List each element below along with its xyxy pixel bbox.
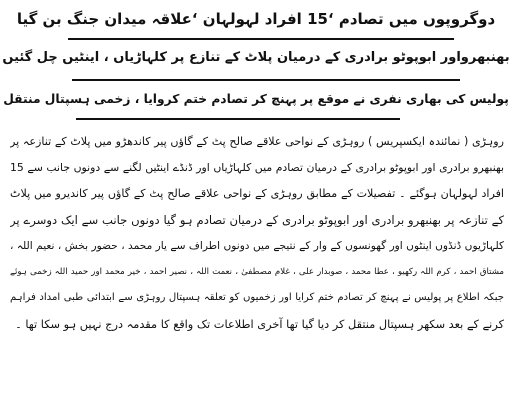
body-line: کے تنازعہ پر بھنبھرو برادری اور ابوپوٹو برادری کے درمیان تصادم ہو گیا دونوں جانب سے ایک دوسرے پر [10, 213, 504, 227]
sub-headline-underline [72, 79, 460, 81]
body-line: جبکہ اطلاع پر پولیس نے پہنچ کر تصادم ختم کرایا اور زخمیوں کو تعلقہ ہسپتال روہڑی سے ابتدائی طبی امداد فراہم [10, 292, 504, 303]
headline-underline [68, 38, 454, 40]
article-body [10, 129, 504, 337]
sub-headline: بھنبھرواور ابوپوٹو برادری کے درمیان پلاٹ کے تنازع پر کلہاڑیاں ، اینٹیں چل گئیں [2, 50, 510, 65]
sub-headline-second-underline [76, 118, 400, 120]
main-headline: دوگروپوں میں تصادم ‘15 افراد لہولہان ‘علاقہ میدان جنگ بن گیا [16, 10, 496, 28]
body-line: بھنبھرو برادری اور ابوپوٹو برادری کے درمیان تصادم میں کلہاڑیاں اور ڈنڈے اینٹیں لگنے سے دونوں جانب سے 15 [10, 161, 504, 174]
body-line: کلہاڑیوں ڈنڈوں اینٹوں اور گھونسوں کے وار کے نتیجے میں دونوں اطراف سے یار محمد ، حضور بخش ، نعیم اللہ ، [10, 240, 504, 252]
body-line: کرنے کے بعد سکھر ہسپتال منتقل کر دیا گیا تھا آخری اطلاعات تک واقع کا مقدمہ درج نہیں ہو سکا تھا ۔ [15, 317, 504, 331]
body-line: مشتاق احمد ، کرم اللہ رکھیو ، عطا محمد ، صوبدار علی ، غلام مصطفیٰ ، نعمت اللہ ، نصیر احمد ، خیر محمد اور حمید اللہ زخمی ہوئے [10, 267, 504, 277]
body-line: روہڑی ( نمائندہ ایکسپریس ) روہڑی کے نواحی علاقے صالح پٹ کے گاؤں پیر کاندھڑو میں پلاٹ کے تنازعہ پر [10, 135, 504, 148]
sub-headline-second: پولیس کی بھاری نفری نے موقع پر پہنچ کر تصادم ختم کروایا ، زخمی ہسپتال منتقل [3, 92, 509, 106]
body-line: افراد لہولہان ہوگئے ۔ تفصیلات کے مطابق روہڑی کے نواحی علاقے صالح پٹ کے گاؤں پیر کاندیرو میں پلاٹ [10, 187, 504, 200]
